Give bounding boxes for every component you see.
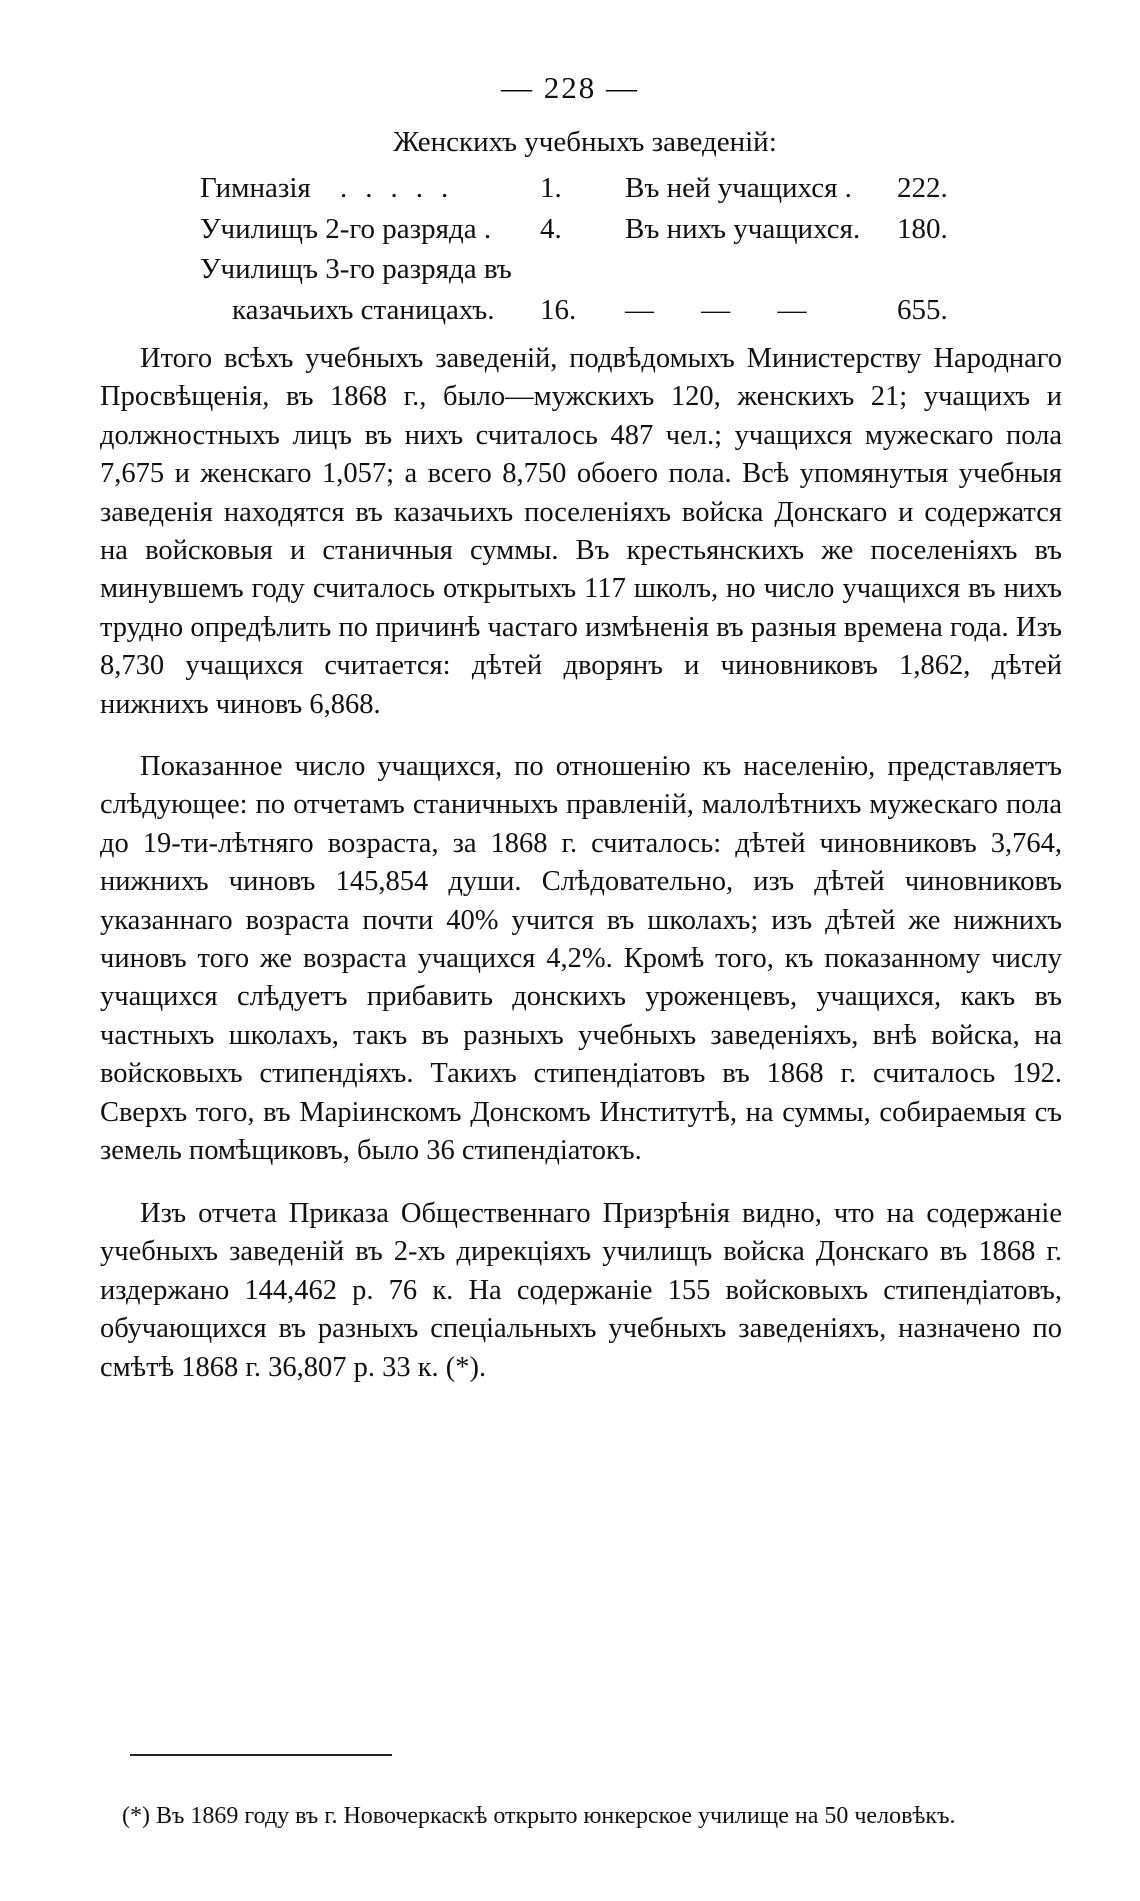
row-institution-name: Гимназія [200,172,311,204]
table-title: Женскихъ учебныхъ заведеній: [393,126,777,158]
row-institution-name: казачьихъ станицахъ. [232,294,495,326]
row-students-value: 655. [897,294,948,326]
table-row [0,294,1140,334]
row-ditto-dashes: — — — [625,294,807,326]
row-institution-name: Училищъ 3-го разряда въ [200,253,512,285]
row-institution-count: 16. [540,294,577,326]
page-number: — 228 — [501,70,639,105]
row-students-value: 222. [897,172,948,204]
row-students-label: Въ нихъ учащихся. [625,213,861,245]
footnote-divider [130,1754,392,1756]
table-row [0,253,1140,293]
table-row [0,172,1140,212]
footnote: (*) Въ 1869 году въ г. Новочеркаскѣ открыто юнкерское училище на 50 человѣкъ. [122,1803,956,1829]
row-students-label: Въ ней учащихся . [625,172,852,204]
row-institution-count: 1. [540,172,562,204]
paragraph-totals: Итого всѣхъ учебныхъ заведеній, подвѣдомыхъ Министерству Народнаго Просвѣщенія, въ 1868 г., было—мужскихъ 120, женскихъ 21; учащихъ и должностныхъ лицъ въ нихъ считалось 487 чел.; учащихся мужескаго пола 7,675 и женскаго 1,057; а всего 8,750 обоего пола. Всѣ упомянутыя учебныя заведенія находятся въ казачьихъ поселеніяхъ войска Донскаго и содержатся на войсковыя и станичныя суммы. Въ крестьянскихъ же поселеніяхъ въ минувшемъ году считалось открытыхъ 117 школъ, но число учащихся въ нихъ трудно опредѣлить по причинѣ частаго измѣненія въ разныя времена года. Изъ 8,730 учащихся считается: дѣтей дворянъ и чиновниковъ 1,862, дѣтей нижнихъ чиновъ 6,868. [100,343,1062,720]
paragraph-population-ratio: Показанное число учащихся, по отношенію къ населенію, представляетъ слѣдующее: по отчетамъ станичныхъ правленій, малолѣтнихъ мужескаго пола до 19-ти-лѣтняго возраста, за 1868 г. считалось: дѣтей чиновниковъ 3,764, нижнихъ чиновъ 145,854 души. Слѣдовательно, изъ дѣтей чиновниковъ указаннаго возраста почти 40% учится въ школахъ; изъ дѣтей же нижнихъ чиновъ того же возраста учащихся 4,2%. Кромѣ того, къ показанному числу учащихся слѣдуетъ прибавить донскихъ уроженцевъ, учащихся, какъ въ частныхъ школахъ, такъ въ разныхъ учебныхъ заведеніяхъ, внѣ войска, на войсковыхъ стипендіяхъ. Такихъ стипендіатовъ въ 1868 г. считалось 192. Сверхъ того, въ Маріинскомъ Донскомъ Институтѣ, на суммы, собираемыя съ земель помѣщиковъ, было 36 стипендіатокъ. [100,751,1062,1167]
row-dot-leader: ..... [340,172,467,204]
row-institution-name: Училищъ 2-го разряда . [200,213,492,245]
row-institution-count: 4. [540,213,562,245]
row-students-value: 180. [897,213,948,245]
table-row [0,213,1140,253]
paragraph-expenditures: Изъ отчета Приказа Общественнаго Призрѣнія видно, что на содержаніе учебныхъ заведеній въ 2-хъ дирекціяхъ училищъ войска Донскаго въ 1868 г. издержано 144,462 р. 76 к. На содержаніе 155 войсковыхъ стипендіатовъ, обучающихся въ разныхъ спеціальныхъ учебныхъ заведеніяхъ, назначено по смѣтѣ 1868 г. 36,807 р. 33 к. (*). [100,1198,1062,1383]
